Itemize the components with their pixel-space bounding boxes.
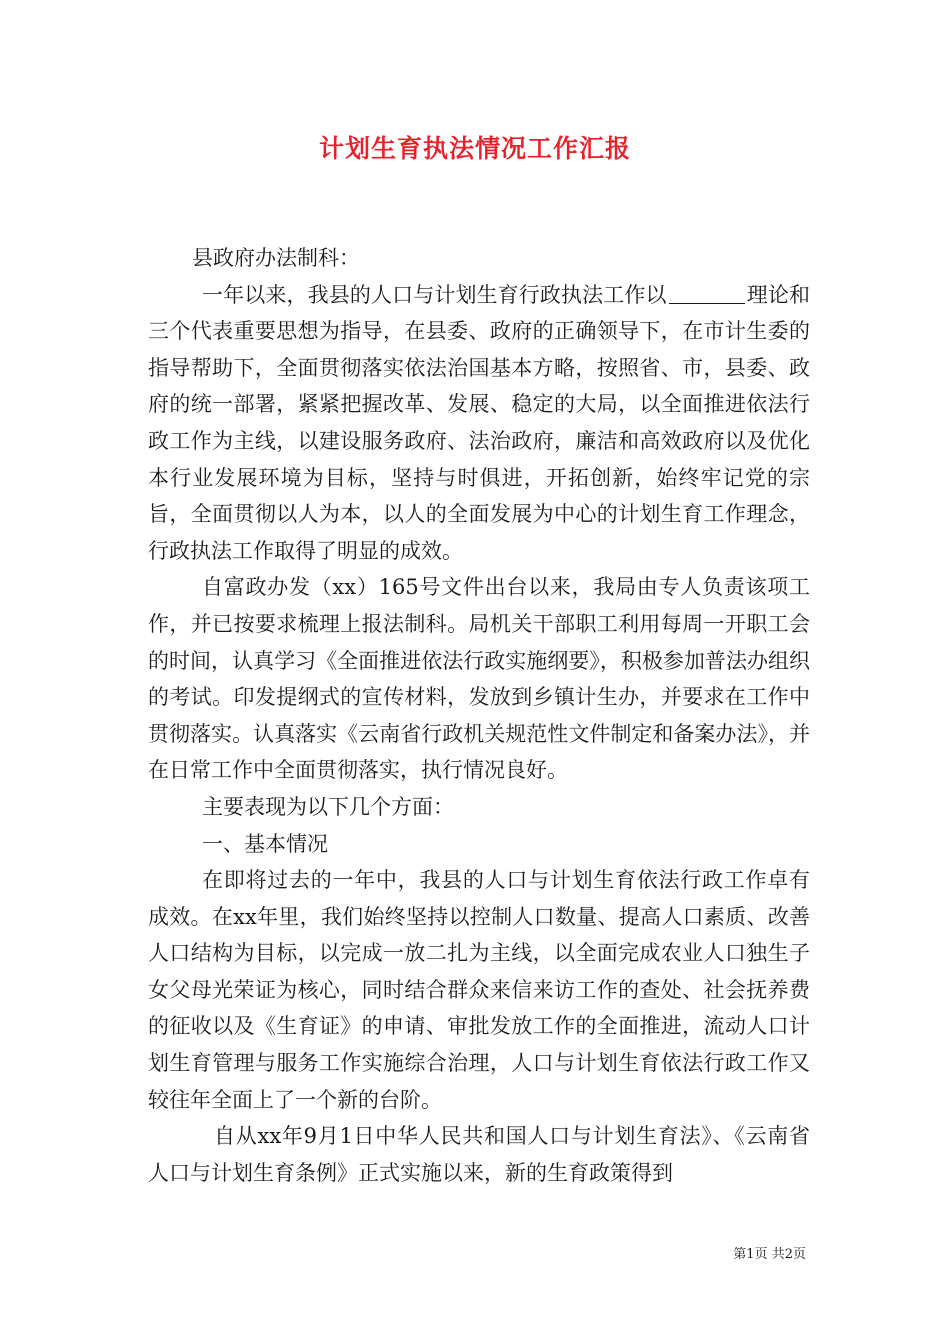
- paragraph-4: 在即将过去的一年中，我县的人口与计划生育依法行政工作卓有成效。在xx年里，我们始终坚持以控制人口数量、提高人口素质、改善人口结构为目标，以完成一放二扎为主线，以全面完成农业人口独生子女父母光荣证为核心，同时结合群众来信来访工作的查处、社会抚养费的征收以及《生育证》的申请、审批发放工作的全面推进，流动人口计划生育管理与服务工作实施综合治理，人口与计划生育依法行政工作又较往年全面上了一个新的台阶。: [148, 868, 810, 1112]
- document-body: [148, 240, 810, 1191]
- footer-prefix: 第: [733, 1247, 747, 1262]
- page-footer: [733, 1246, 806, 1264]
- fill-in-blank: [669, 283, 745, 304]
- paragraph-1: [148, 277, 810, 570]
- footer-suffix: 页: [792, 1247, 806, 1262]
- current-page-number: 1: [746, 1247, 755, 1262]
- paragraph-1-start: 一年以来，我县的人口与计划生育行政执法工作以: [202, 282, 667, 307]
- paragraph-3: 主要表现为以下几个方面：: [202, 794, 454, 819]
- salutation: 县政府办法制科：: [192, 246, 360, 270]
- total-page-number: 2: [784, 1247, 793, 1262]
- paragraph-2: 自富政办发（xx）165号文件出台以来，我局由专人负责该项工作，并已按要求梳理上报法制科。局机关干部职工利用每周一开职工会的时间，认真学习《全面推进依法行政实施纲要》，积极参加普法办组织的考试。印发提纲式的宣传材料，发放到乡镇计生办，并要求在工作中贯彻落实。认真落实《云南省行政机关规范性文件制定和备案办法》，并在日常工作中全面贯彻落实，执行情况良好。: [148, 575, 810, 783]
- footer-middle: 页 共: [754, 1247, 785, 1262]
- paragraph-1-rest: 理论和三个代表重要思想为指导，在县委、政府的正确领导下，在市计生委的指导帮助下，全面贯彻落实依法治国基本方略，按照省、市，县委、政府的统一部署，紧紧把握改革、发展、稳定的大局，以全面推进依法行政工作为主线，以建设服务政府、法治政府，廉洁和高效政府以及优化本行业发展环境为目标，坚持与时俱进，开拓创新，始终牢记党的宗旨，全面贯彻以人为本，以人的全面发展为中心的计划生育工作理念，行政执法工作取得了明显的成效。: [148, 282, 811, 563]
- section-heading: 一、基本情况: [202, 831, 328, 856]
- document-title: 计划生育执法情况工作汇报: [318, 134, 631, 163]
- paragraph-5: 自从xx年9月1日中华人民共和国人口与计划生育法》、《云南省人口与计划生育条例》正式实施以来，新的生育政策得到: [148, 1124, 810, 1185]
